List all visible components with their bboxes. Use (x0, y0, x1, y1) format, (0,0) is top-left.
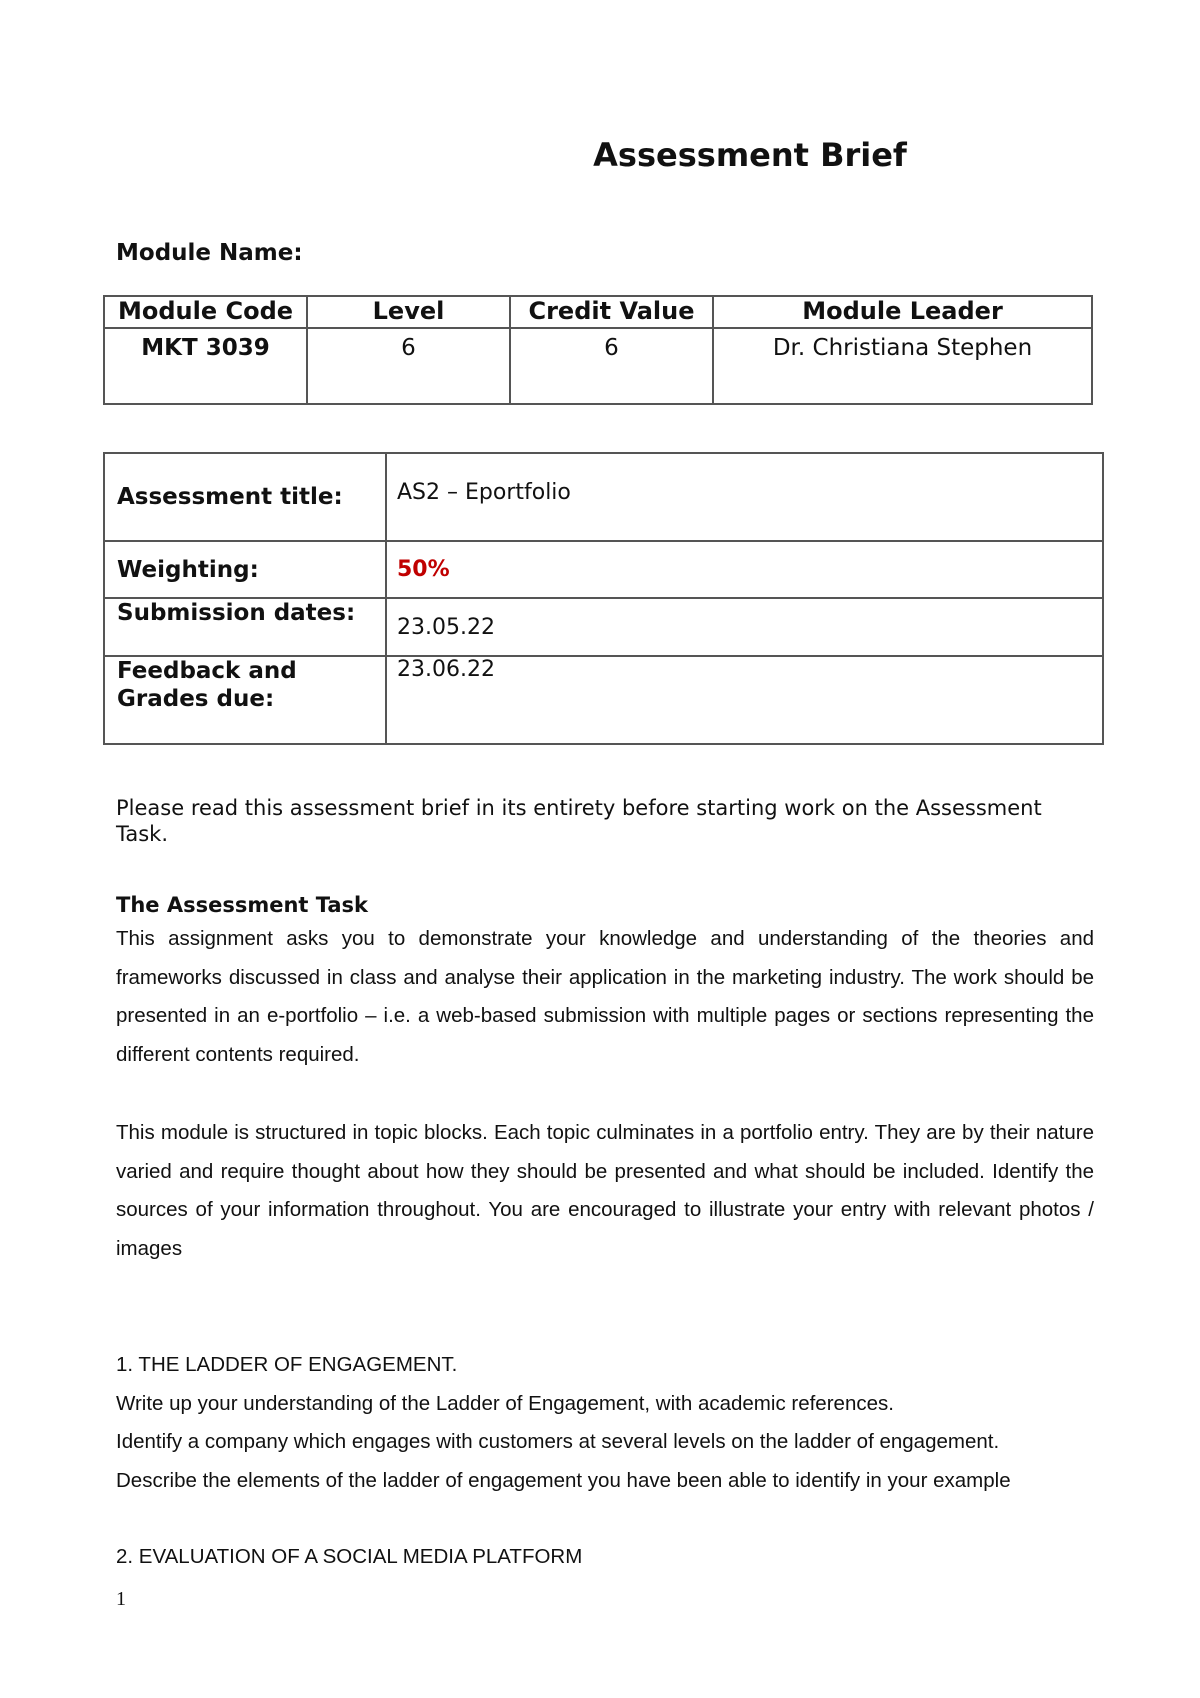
document-title: Assessment Brief (593, 136, 907, 174)
submission-dates-row (104, 598, 1103, 656)
submission-dates-value: 23.05.22 (386, 598, 1103, 656)
credit-value: 6 (510, 328, 713, 404)
assessment-title-label: Assessment title: (104, 453, 386, 541)
module-name-label: Module Name: (116, 240, 303, 266)
section-ladder-of-engagement (116, 1346, 1011, 1500)
submission-dates-label: Submission dates: (104, 598, 386, 656)
section-line: Write up your understanding of the Ladder of Engagement, with academic references. (116, 1391, 894, 1415)
module-table-header-row (104, 296, 1092, 328)
module-info-table (103, 295, 1093, 405)
section-title: 2. EVALUATION OF A SOCIAL MEDIA PLATFORM (116, 1545, 583, 1568)
header-module-leader: Module Leader (713, 296, 1092, 328)
header-module-code: Module Code (104, 296, 307, 328)
header-credit-value: Credit Value (510, 296, 713, 328)
section-line: Identify a company which engages with customers at several levels on the ladder of engagement. (116, 1430, 1000, 1453)
page-number: 1 (116, 1588, 126, 1610)
module-table-value-row (104, 328, 1092, 404)
weighting-row (104, 541, 1103, 598)
module-leader-value: Dr. Christiana Stephen (713, 328, 1092, 404)
task-paragraph-2: This module is structured in topic blocks. Each topic culminates in a portfolio entry. They are by their nature varied and require thought about how they should be presented and what should be included. Identify the sources of your information throughout. You are encouraged to illustrate your entry with relevant photos / images (116, 1121, 1094, 1260)
weighting-value: 50% (386, 541, 1103, 598)
section-line: Describe the elements of the ladder of engagement you have been able to identify in your example (116, 1468, 1011, 1492)
feedback-due-value: 23.06.22 (386, 656, 1103, 744)
feedback-due-row (104, 656, 1103, 744)
assessment-title-row (104, 453, 1103, 541)
header-level: Level (307, 296, 510, 328)
level-value: 6 (307, 328, 510, 404)
intro-text: Please read this assessment brief in its entirety before starting work on the Assessment Task. (116, 796, 1042, 846)
section-title: 1. THE LADDER OF ENGAGEMENT. (116, 1353, 458, 1376)
assessment-info-table (103, 452, 1104, 745)
assessment-title-value: AS2 – Eportfolio (386, 453, 1103, 541)
task-heading: The Assessment Task (116, 893, 368, 917)
weighting-label: Weighting: (104, 541, 386, 598)
module-code-value: MKT 3039 (104, 328, 307, 404)
feedback-due-label: Feedback and Grades due: (104, 656, 386, 744)
section-social-media-evaluation (116, 1538, 582, 1577)
task-paragraph-1: This assignment asks you to demonstrate your knowledge and understanding of the theories and frameworks discussed in class and analyse their application in the marketing industry. The work should be presented in an e-portfolio – i.e. a web-based submission with multiple pages or sections representing the different contents required. (116, 927, 1094, 1066)
